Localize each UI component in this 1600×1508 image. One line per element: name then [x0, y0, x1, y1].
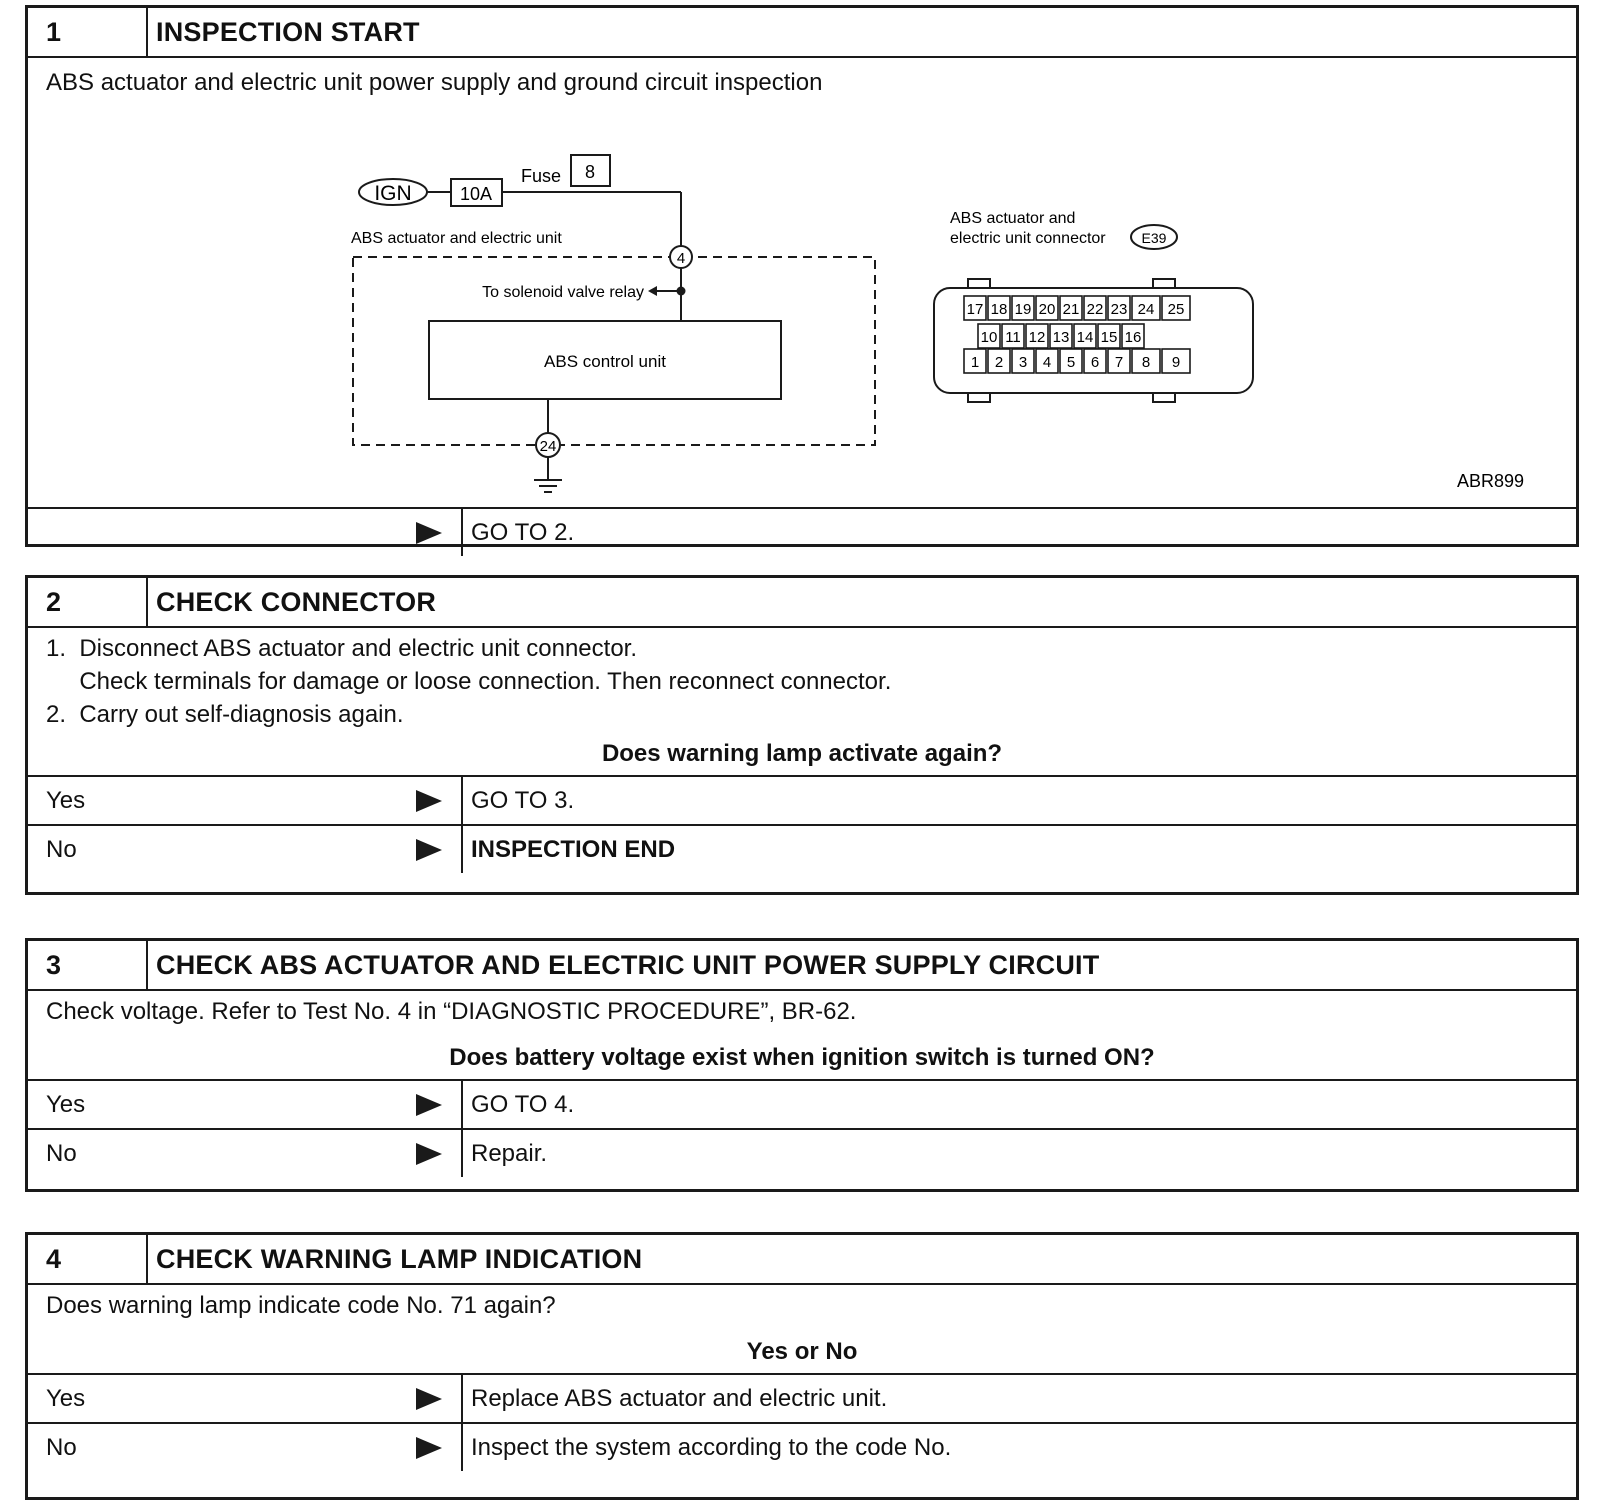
step-title: CHECK CONNECTOR	[156, 586, 437, 617]
fuse-number: 8	[584, 162, 596, 182]
result-label: No	[46, 1433, 77, 1461]
step-4-block	[25, 1232, 1579, 1500]
connector-pin-label: 2	[994, 354, 1004, 371]
result-action: INSPECTION END	[471, 835, 676, 863]
instruction-line: Does warning lamp indicate code No. 71 again?	[46, 1291, 556, 1319]
connector-pin-label: 22	[1086, 301, 1104, 318]
relay-label: To solenoid valve relay	[482, 284, 644, 301]
result-action: Inspect the system according to the code No.	[471, 1433, 952, 1461]
result-action: GO TO 3.	[471, 786, 575, 814]
connector-pin-label: 7	[1114, 354, 1124, 371]
step-title: INSPECTION START	[156, 16, 420, 47]
connector-pin-label: 5	[1066, 354, 1076, 371]
connector-pin-label: 11	[1005, 329, 1021, 346]
connector-pin-label: 3	[1018, 354, 1028, 371]
result-row	[28, 507, 1576, 556]
connector-pin-label: 21	[1062, 301, 1080, 318]
result-action: GO TO 2.	[471, 518, 575, 546]
connector-pin-label: 19	[1014, 301, 1032, 318]
step-number: 3	[28, 941, 148, 989]
connector-pin-label: 24	[1137, 301, 1155, 318]
step-description: ABS actuator and electric unit power supply and ground circuit inspection	[46, 68, 823, 96]
connector-pin-label: 23	[1110, 301, 1128, 318]
step-instructions	[28, 991, 1576, 1028]
connector-pin-label: 15	[1100, 329, 1118, 346]
arrow-icon	[416, 1424, 463, 1471]
unit-label: ABS actuator and electric unit	[351, 230, 562, 247]
connector-pin-label: 4	[1042, 354, 1052, 371]
arrow-icon	[416, 1375, 463, 1422]
step-results	[28, 507, 1576, 556]
result-action: Replace ABS actuator and electric unit.	[471, 1384, 888, 1412]
result-label: Yes	[46, 786, 86, 814]
arrow-icon	[416, 777, 463, 824]
step-header	[28, 8, 1576, 58]
instruction-line: 2. Carry out self-diagnosis again.	[46, 700, 404, 728]
connector-pin-label: 17	[966, 301, 984, 318]
step-number: 4	[28, 1235, 148, 1283]
step-title: CHECK ABS ACTUATOR AND ELECTRIC UNIT POWER SUPPLY CIRCUIT	[156, 949, 1100, 980]
figure-code: ABR899	[1456, 471, 1524, 491]
result-row-yes	[28, 777, 1576, 824]
connector-pin-label: 12	[1028, 329, 1046, 346]
connector-face	[934, 279, 1253, 402]
circuit-diagram-svg	[28, 99, 1576, 507]
result-row-no	[28, 1422, 1576, 1471]
connector-pin-label: 18	[990, 301, 1008, 318]
step-instructions	[28, 628, 1576, 731]
connector-pin-label: 10	[980, 329, 998, 346]
connector-pin-label: 25	[1167, 301, 1185, 318]
step-title: CHECK WARNING LAMP INDICATION	[156, 1243, 643, 1274]
step-1-block	[25, 5, 1579, 547]
connector-pin-label: 14	[1076, 329, 1094, 346]
step-number: 2	[28, 578, 148, 626]
step-header	[28, 1235, 1576, 1285]
arrow-icon	[416, 1130, 463, 1177]
fuse-label: Fuse	[521, 166, 562, 186]
circuit-diagram	[28, 99, 1576, 507]
result-label: No	[46, 1139, 77, 1167]
result-row-yes	[28, 1081, 1576, 1128]
result-row-no	[28, 1128, 1576, 1177]
fuse-amp-label: 10A	[459, 184, 493, 204]
connector-pin-label: 20	[1038, 301, 1056, 318]
step-3-block	[25, 938, 1579, 1192]
step-question: Does battery voltage exist when ignition switch is turned ON?	[28, 1037, 1576, 1081]
arrow-icon	[416, 826, 463, 873]
result-label: No	[46, 835, 77, 863]
step-description-area	[28, 58, 1576, 99]
ground-icon	[534, 480, 562, 492]
step-question: Does warning lamp activate again?	[28, 733, 1576, 777]
step-instructions	[28, 1285, 1576, 1322]
control-unit-label: ABS control unit	[544, 352, 666, 371]
step-question: Yes or No	[28, 1331, 1576, 1375]
connector-pin-label: 9	[1171, 354, 1181, 371]
result-row-yes	[28, 1375, 1576, 1422]
instruction-line: Check terminals for damage or loose connection. Then reconnect connector.	[46, 667, 892, 695]
arrow-icon	[416, 509, 463, 556]
connector-pin-label: 6	[1090, 354, 1100, 371]
result-action: Repair.	[471, 1139, 548, 1167]
terminal-24-label: 24	[539, 438, 557, 455]
terminal-4-label: 4	[676, 250, 686, 267]
instruction-line: Check voltage. Refer to Test No. 4 in “DIAGNOSTIC PROCEDURE”, BR-62.	[46, 997, 857, 1025]
connector-title-1: ABS actuator and	[950, 210, 1076, 227]
instruction-line: 1. Disconnect ABS actuator and electric unit connector.	[46, 634, 637, 662]
result-action: GO TO 4.	[471, 1090, 575, 1118]
result-row-no	[28, 824, 1576, 873]
step-2-block	[25, 575, 1579, 895]
arrow-icon	[416, 1081, 463, 1128]
result-label	[28, 509, 416, 556]
connector-id: E39	[1141, 230, 1167, 246]
result-label: Yes	[46, 1384, 86, 1412]
connector-pin-label: 16	[1124, 329, 1142, 346]
step-header	[28, 941, 1576, 991]
step-header	[28, 578, 1576, 628]
result-label: Yes	[46, 1090, 86, 1118]
connector-pin-label: 8	[1141, 354, 1151, 371]
connector-pin-label: 13	[1052, 329, 1070, 346]
ign-label: IGN	[374, 182, 412, 205]
step-number: 1	[28, 8, 148, 56]
connector-pin-label: 1	[970, 354, 980, 371]
connector-title-2: electric unit connector	[950, 230, 1106, 247]
